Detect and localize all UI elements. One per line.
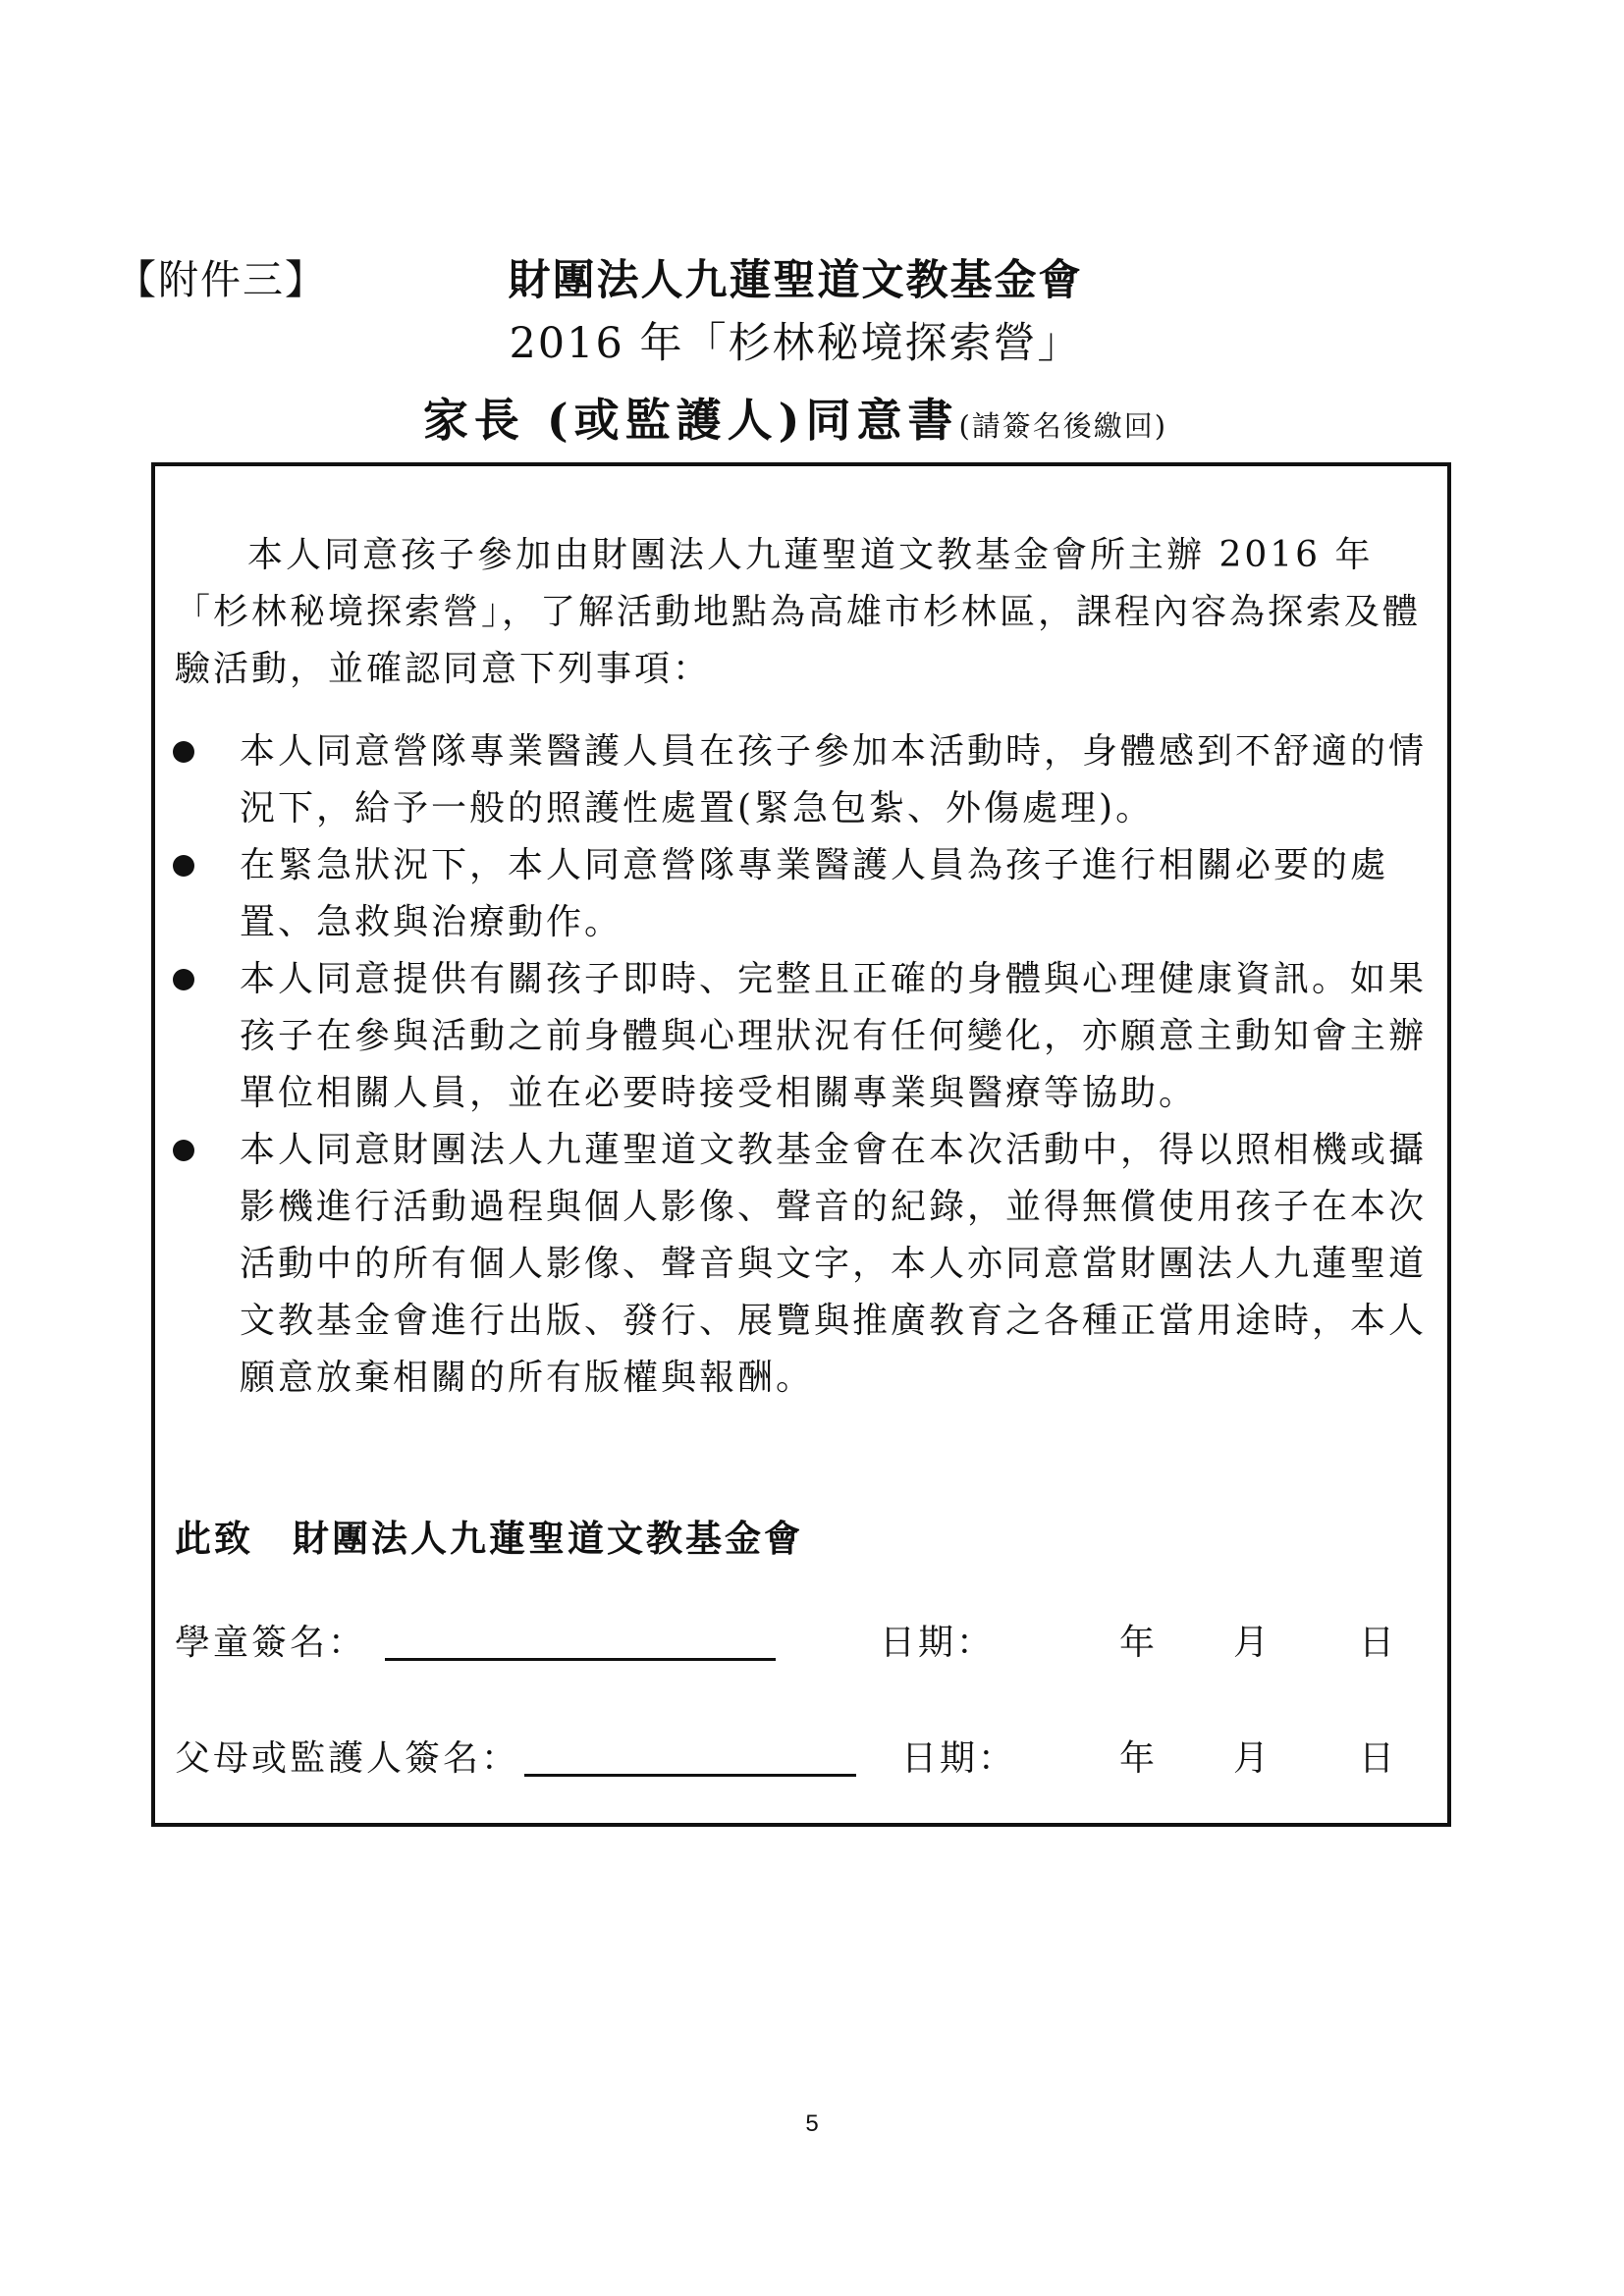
- form-title-text: 家長 (或監護人)同意書: [422, 394, 959, 447]
- list-item: [155, 1122, 1449, 1407]
- parent-signature-label: 父母或監護人簽名：: [175, 1738, 520, 1779]
- bullet-icon: [173, 741, 194, 763]
- item-text: 在緊急狀況下，本人同意營隊專業醫護人員為孩子進行相關必要的處置、急救與治療動作。: [240, 845, 1389, 942]
- student-date-day: 日: [1359, 1623, 1398, 1663]
- student-date-year: 年: [1119, 1623, 1159, 1663]
- consent-box: [151, 462, 1451, 1827]
- parent-signature-field[interactable]: [524, 1774, 856, 1777]
- event-title: 2016 年「杉林秘境探索營」: [509, 319, 1082, 368]
- page-number: 5: [805, 2110, 819, 2137]
- student-signature-row: [175, 1615, 1441, 1664]
- attachment-label: 【附件三】: [116, 256, 327, 303]
- student-date-month: 月: [1233, 1623, 1272, 1663]
- bullet-icon: [173, 969, 194, 990]
- form-title: [59, 385, 1532, 450]
- intro-paragraph: 本人同意孩子參加由財團法人九蓮聖道文教基金會所主辦 2016 年「杉林秘境探索營」，了解活動地點為高雄市杉林區，課程內容為探索及體驗活動，並確認同意下列事項：: [175, 535, 1422, 689]
- closing-line: 此致 財團法人九蓮聖道文教基金會: [175, 1517, 803, 1560]
- list-item: [155, 951, 1449, 1122]
- item-text: 本人同意財團法人九蓮聖道文教基金會在本次活動中，得以照相機或攝影機進行活動過程與個人影像、聲音的紀錄，並得無償使用孩子在本次活動中的所有個人影像、聲音與文字，本人亦同意當財團法人九蓮聖道文教基金會進行出版、發行、展覽與推廣教育之各種正當用途時，本人願意放棄相關的所有版權與報酬。: [240, 1130, 1428, 1398]
- item-text: 本人同意營隊專業醫護人員在孩子參加本活動時，身體感到不舒適的情況下，給予一般的照護性處置(緊急包紮、外傷處理)。: [240, 731, 1428, 828]
- consent-items: [155, 723, 1449, 1407]
- org-title: 財團法人九蓮聖道文教基金會: [508, 256, 1083, 305]
- item-text: 本人同意提供有關孩子即時、完整且正確的身體與心理健康資訊。如果孩子在參與活動之前身體與心理狀況有任何變化，亦願意主動知會主辦單位相關人員，並在必要時接受相關專業與醫療等協助。: [240, 959, 1428, 1113]
- bullet-icon: [173, 855, 194, 877]
- list-item: [155, 837, 1449, 951]
- student-date-label: 日期：: [880, 1623, 996, 1663]
- list-item: [155, 723, 1449, 837]
- parent-date-label: 日期：: [901, 1738, 1017, 1779]
- parent-date-day: 日: [1359, 1738, 1398, 1779]
- student-signature-label: 學童簽名：: [175, 1623, 367, 1663]
- form-title-note: (請簽名後繳回): [958, 409, 1168, 443]
- student-signature-field[interactable]: [385, 1658, 776, 1661]
- parent-date-year: 年: [1119, 1738, 1159, 1779]
- parent-signature-row: [175, 1731, 1441, 1780]
- parent-date-month: 月: [1233, 1738, 1272, 1779]
- bullet-icon: [173, 1140, 194, 1161]
